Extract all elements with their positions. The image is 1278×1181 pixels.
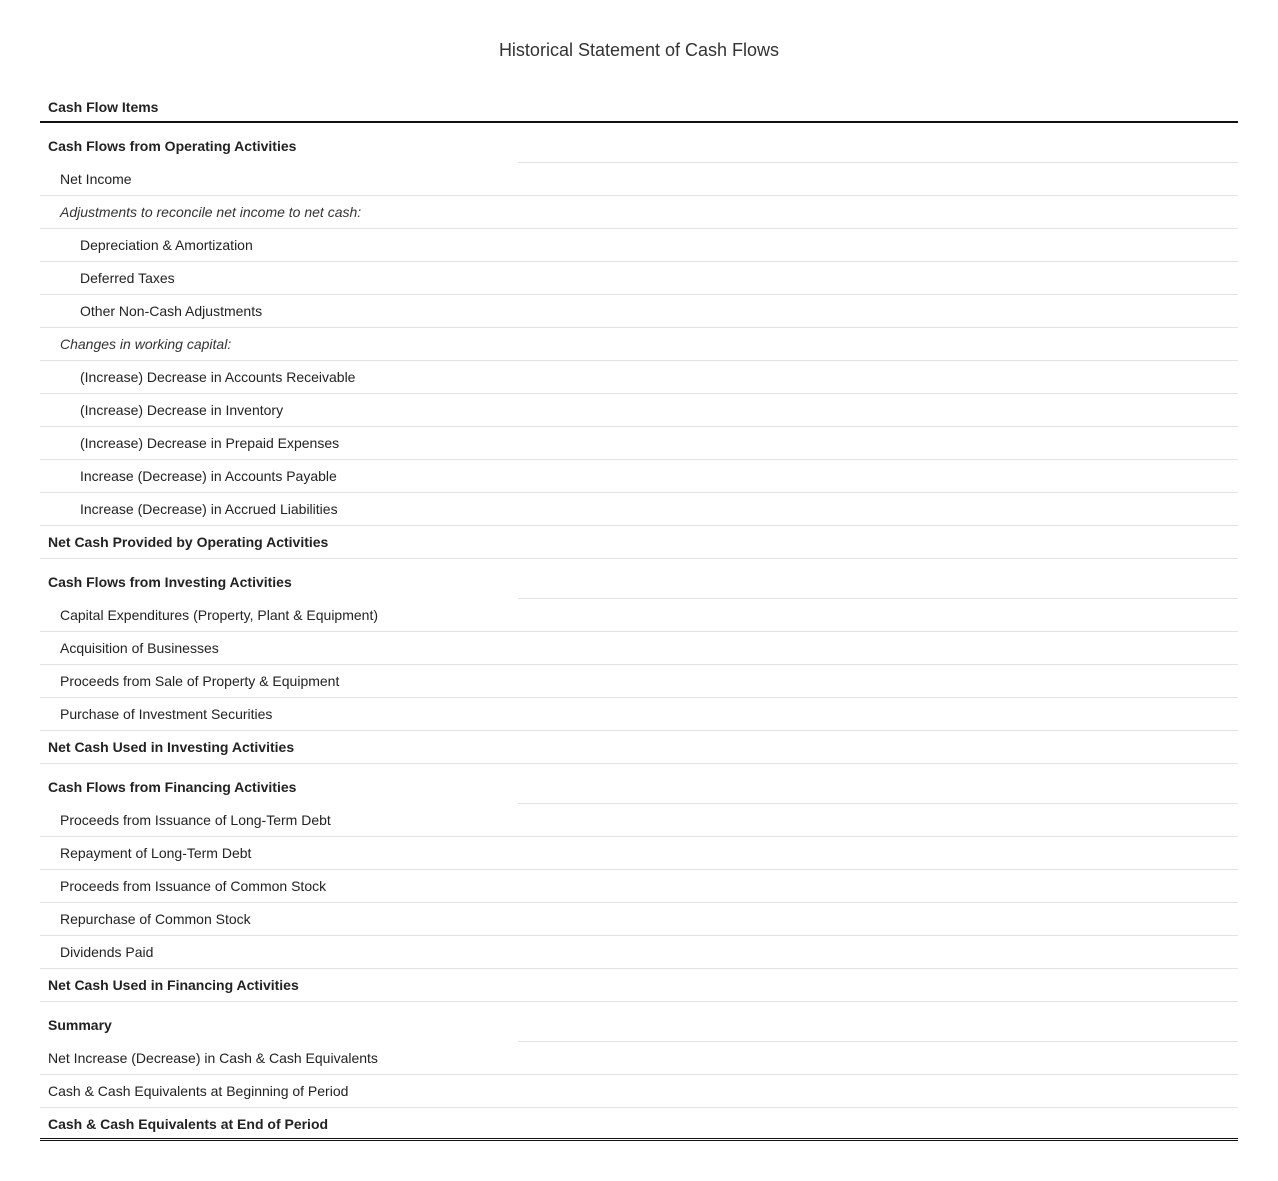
cash-flow-table: [40, 90, 1238, 1141]
row-label: Capital Expenditures (Property, Plant & Equipment): [60, 607, 379, 623]
row-label: Dividends Paid: [60, 944, 154, 960]
table-row: [40, 394, 1238, 427]
section-title: Cash Flows from Financing Activities: [48, 779, 297, 795]
page-title: Historical Statement of Cash Flows: [498, 40, 780, 60]
table-row: [40, 903, 1238, 936]
table-row: [40, 936, 1238, 969]
total-row-financing: [40, 969, 1238, 1002]
row-label: Repurchase of Common Stock: [60, 911, 251, 927]
row-label: Proceeds from Sale of Property & Equipment: [60, 673, 340, 689]
row-label: Acquisition of Businesses: [60, 640, 219, 656]
table-row: [40, 361, 1238, 394]
row-label: Net Cash Provided by Operating Activities: [48, 534, 329, 550]
section-title: Cash Flows from Investing Activities: [48, 574, 292, 590]
table-row: [40, 196, 1238, 229]
table-row: [40, 427, 1238, 460]
row-label: Depreciation & Amortization: [80, 237, 253, 253]
row-label: Net Cash Used in Investing Activities: [48, 739, 295, 755]
row-label: Cash & Cash Equivalents at Beginning of Period: [48, 1083, 349, 1099]
column-header-items: Cash Flow Items: [48, 99, 159, 115]
row-label: Increase (Decrease) in Accounts Payable: [80, 468, 337, 484]
section-header-operating: [40, 123, 1238, 163]
total-row-investing: [40, 731, 1238, 764]
row-label: (Increase) Decrease in Prepaid Expenses: [80, 435, 340, 451]
table-header: [40, 90, 1238, 123]
row-label: Other Non-Cash Adjustments: [80, 303, 263, 319]
table-row: [40, 229, 1238, 262]
section-header-summary: [40, 1002, 1238, 1042]
table-row: [40, 163, 1238, 196]
row-label: Proceeds from Issuance of Long-Term Debt: [60, 812, 331, 828]
section-title: Summary: [48, 1017, 112, 1033]
table-row: [40, 870, 1238, 903]
total-row-operating: [40, 526, 1238, 559]
table-row: [40, 804, 1238, 837]
table-row: [40, 493, 1238, 526]
section-header-investing: [40, 559, 1238, 599]
section-title: Cash Flows from Operating Activities: [48, 138, 297, 154]
table-row: [40, 665, 1238, 698]
row-label: Purchase of Investment Securities: [60, 706, 273, 722]
table-row: [40, 262, 1238, 295]
section-header-financing: [40, 764, 1238, 804]
total-row-ending-cash: [40, 1108, 1238, 1141]
table-row: [40, 1042, 1238, 1075]
row-label: Net Cash Used in Financing Activities: [48, 977, 299, 993]
row-label: (Increase) Decrease in Inventory: [80, 402, 284, 418]
table-row: [40, 295, 1238, 328]
row-label: Repayment of Long-Term Debt: [60, 845, 252, 861]
row-label: Cash & Cash Equivalents at End of Period: [48, 1116, 329, 1132]
table-row: [40, 632, 1238, 665]
row-label: (Increase) Decrease in Accounts Receivable: [80, 369, 356, 385]
row-label: Adjustments to reconcile net income to net cash:: [60, 204, 362, 220]
row-label: Net Increase (Decrease) in Cash & Cash Equivalents: [48, 1050, 378, 1066]
row-label: Changes in working capital:: [60, 336, 232, 352]
table-row: [40, 328, 1238, 361]
row-label: Proceeds from Issuance of Common Stock: [60, 878, 327, 894]
table-row: [40, 1075, 1238, 1108]
table-row: [40, 837, 1238, 870]
table-row: [40, 599, 1238, 632]
row-label: Net Income: [60, 171, 132, 187]
table-row: [40, 698, 1238, 731]
row-label: Increase (Decrease) in Accrued Liabilities: [80, 501, 338, 517]
table-row: [40, 460, 1238, 493]
row-label: Deferred Taxes: [80, 270, 175, 286]
